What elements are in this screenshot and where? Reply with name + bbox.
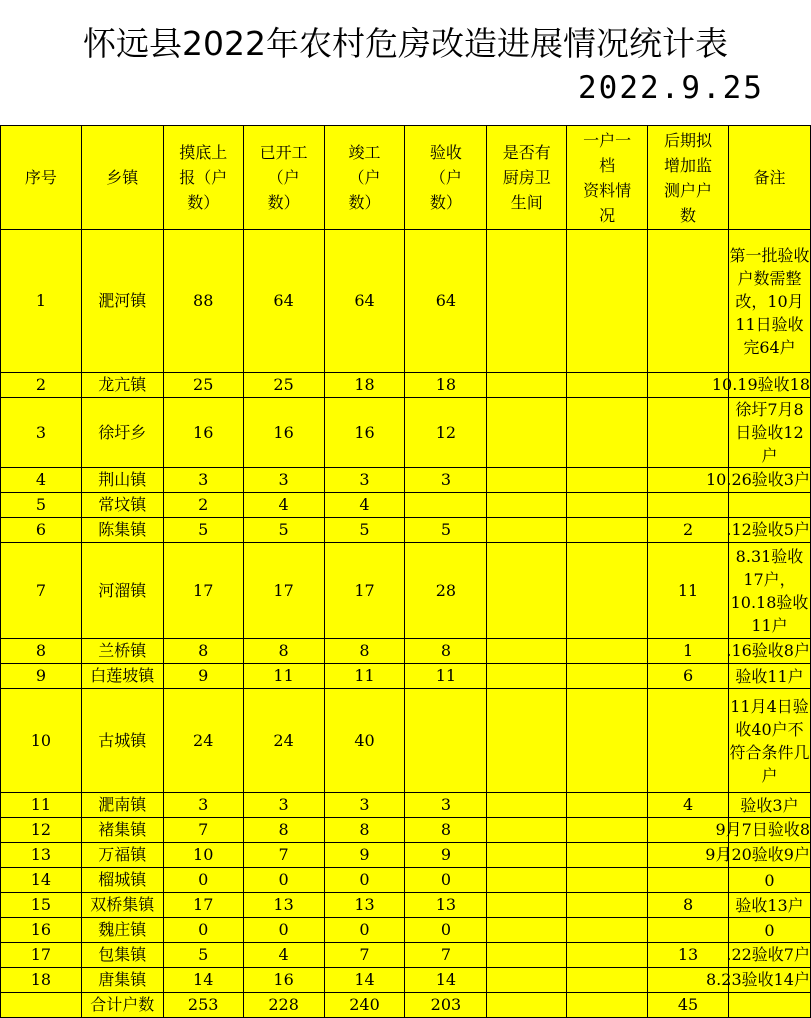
header-started-line: 数） — [267, 193, 300, 212]
cell-accepted: 28 — [405, 543, 487, 639]
cell-archive — [567, 373, 648, 398]
cell-completed: 17 — [324, 543, 405, 639]
cell-accepted: 13 — [405, 893, 487, 918]
cell-completed: 14 — [324, 968, 405, 993]
cell-kitchen — [487, 639, 567, 664]
remark-text: .16验收8户 — [726, 641, 810, 660]
cell-monitor — [648, 493, 729, 518]
cell-reported: 17 — [163, 893, 243, 918]
header-reported — [163, 126, 243, 230]
sheet-title: 怀远县2022年农村危房改造进展情况统计表 — [83, 24, 728, 63]
cell-archive — [567, 818, 648, 843]
table-row — [1, 868, 811, 893]
header-monitor — [648, 126, 729, 230]
cell-reported: 3 — [163, 468, 243, 493]
header-archive-line: 档 — [599, 155, 616, 175]
cell-kitchen — [487, 843, 567, 868]
cell-monitor: 11 — [648, 543, 729, 639]
housing-table — [0, 125, 811, 1018]
cell-archive — [567, 843, 648, 868]
cell-monitor: 6 — [648, 664, 729, 689]
cell-town: 包集镇 — [81, 943, 163, 968]
cell-reported: 25 — [163, 373, 243, 398]
cell-town: 双桥集镇 — [81, 893, 163, 918]
cell-reported: 2 — [163, 493, 243, 518]
cell-remark: 8.31验收17户，10.18验收11户 — [729, 543, 811, 639]
cell-monitor: 2 — [648, 518, 729, 543]
cell-started: 24 — [243, 689, 324, 793]
cell-reported: 7 — [163, 818, 243, 843]
cell-town: 河溜镇 — [81, 543, 163, 639]
cell-kitchen — [487, 543, 567, 639]
cell-archive — [567, 230, 648, 373]
remark-text: 9月20验收9户 — [705, 845, 810, 864]
cell-archive — [567, 664, 648, 689]
cell-accepted: 18 — [405, 373, 487, 398]
cell-remark: 0 — [729, 868, 811, 893]
cell-remark: 验收3户 — [729, 793, 811, 818]
cell-kitchen — [487, 468, 567, 493]
header-started — [243, 126, 324, 230]
cell-archive — [567, 398, 648, 468]
cell-completed: 64 — [324, 230, 405, 373]
cell-started: 5 — [243, 518, 324, 543]
table-row — [1, 893, 811, 918]
header-completed-line: 竣工 — [348, 143, 381, 162]
total-completed: 240 — [324, 993, 405, 1018]
table-row — [1, 543, 811, 639]
cell-seq: 10 — [1, 689, 82, 793]
cell-reported: 14 — [163, 968, 243, 993]
header-completed-line: 数） — [348, 193, 381, 212]
cell-accepted: 3 — [405, 468, 487, 493]
cell-reported: 3 — [163, 793, 243, 818]
cell-kitchen — [487, 664, 567, 689]
cell-town: 荆山镇 — [81, 468, 163, 493]
cell-started: 11 — [243, 664, 324, 689]
cell-started: 7 — [243, 843, 324, 868]
total-accepted: 203 — [405, 993, 487, 1018]
cell-archive — [567, 918, 648, 943]
remark-text: 8.23验收14户 — [706, 970, 810, 989]
cell-remark — [711, 373, 811, 398]
cell-seq: 5 — [1, 493, 82, 518]
header-kitchen-line: 厨房卫 — [502, 168, 551, 187]
header-accepted-line: 数） — [429, 193, 462, 212]
header-monitor-line: 测户户 — [664, 180, 713, 200]
header-archive — [567, 126, 648, 230]
cell-archive — [567, 968, 648, 993]
cell-accepted: 9 — [405, 843, 487, 868]
cell-accepted — [405, 493, 487, 518]
total-reported: 253 — [163, 993, 243, 1018]
cell-accepted: 14 — [405, 968, 487, 993]
cell-completed: 40 — [324, 689, 405, 793]
header-accepted — [405, 126, 487, 230]
cell-completed: 5 — [324, 518, 405, 543]
table-row — [1, 793, 811, 818]
cell-town: 褚集镇 — [81, 818, 163, 843]
cell-kitchen — [487, 518, 567, 543]
cell-remark — [706, 468, 811, 493]
header-reported-line: 报（户 — [179, 168, 228, 187]
cell-remark — [726, 943, 811, 968]
cell-remark — [705, 843, 811, 868]
cell-started: 3 — [243, 468, 324, 493]
cell-kitchen — [487, 918, 567, 943]
cell-started: 25 — [243, 373, 324, 398]
header-monitor-line: 后期拟 — [664, 130, 713, 150]
cell-town: 淝河镇 — [81, 230, 163, 373]
table-row — [1, 639, 811, 664]
cell-remark — [706, 968, 811, 993]
cell-remark: 验收13户 — [729, 893, 811, 918]
cell-monitor: 13 — [648, 943, 729, 968]
header-row — [1, 126, 811, 230]
table-row — [1, 943, 811, 968]
cell-completed: 0 — [324, 868, 405, 893]
cell-completed: 9 — [324, 843, 405, 868]
cell-seq: 16 — [1, 918, 82, 943]
cell-completed: 18 — [324, 373, 405, 398]
cell-seq: 14 — [1, 868, 82, 893]
cell-completed: 7 — [324, 943, 405, 968]
cell-reported: 10 — [163, 843, 243, 868]
cell-town: 淝南镇 — [81, 793, 163, 818]
cell-completed: 13 — [324, 893, 405, 918]
cell-kitchen — [487, 818, 567, 843]
cell-town: 白莲坡镇 — [81, 664, 163, 689]
remark-text: 10.26验收3户 — [706, 470, 810, 489]
cell-remark: 第一批验收户数需整改，10月11日验收完64户 — [729, 230, 811, 373]
cell-seq: 2 — [1, 373, 82, 398]
cell-seq: 8 — [1, 639, 82, 664]
remark-text: .22验收7户 — [726, 945, 810, 964]
cell-reported: 5 — [163, 943, 243, 968]
cell-remark: 0 — [729, 918, 811, 943]
cell-seq: 13 — [1, 843, 82, 868]
cell-kitchen — [487, 968, 567, 993]
cell-seq: 1 — [1, 230, 82, 373]
cell-completed: 3 — [324, 793, 405, 818]
cell-kitchen — [487, 398, 567, 468]
cell-reported: 8 — [163, 639, 243, 664]
cell-remark — [715, 818, 811, 843]
cell-town: 徐圩乡 — [81, 398, 163, 468]
cell-monitor: 8 — [648, 893, 729, 918]
total-monitor: 45 — [648, 993, 729, 1018]
header-archive-line: 况 — [599, 205, 616, 225]
cell-kitchen — [487, 893, 567, 918]
cell-town: 常坟镇 — [81, 493, 163, 518]
header-accepted-line: （户 — [429, 168, 462, 187]
cell-started: 0 — [243, 868, 324, 893]
header-kitchen — [487, 126, 567, 230]
cell-kitchen — [487, 943, 567, 968]
cell-completed: 8 — [324, 639, 405, 664]
cell-reported: 0 — [163, 868, 243, 893]
cell-monitor — [648, 398, 729, 468]
header-town: 乡镇 — [81, 126, 163, 230]
cell-accepted: 8 — [405, 639, 487, 664]
cell-completed: 3 — [324, 468, 405, 493]
cell-started: 17 — [243, 543, 324, 639]
table-row — [1, 398, 811, 468]
cell-started: 8 — [243, 818, 324, 843]
cell-town: 龙亢镇 — [81, 373, 163, 398]
total-started: 228 — [243, 993, 324, 1018]
cell-seq: 12 — [1, 818, 82, 843]
header-reported-line: 数） — [187, 193, 220, 212]
header-monitor-line: 数 — [680, 205, 697, 225]
cell-seq: 11 — [1, 793, 82, 818]
cell-seq: 9 — [1, 664, 82, 689]
cell-seq: 6 — [1, 518, 82, 543]
cell-started: 13 — [243, 893, 324, 918]
table-row — [1, 918, 811, 943]
cell-accepted: 12 — [405, 398, 487, 468]
cell-started: 16 — [243, 968, 324, 993]
cell-reported: 5 — [163, 518, 243, 543]
cell-town: 唐集镇 — [81, 968, 163, 993]
cell-started: 0 — [243, 918, 324, 943]
header-started-line: 已开工 — [259, 143, 308, 162]
cell-completed: 16 — [324, 398, 405, 468]
cell-town: 陈集镇 — [81, 518, 163, 543]
cell-completed: 8 — [324, 818, 405, 843]
cell-completed: 4 — [324, 493, 405, 518]
table-row — [1, 230, 811, 373]
cell-kitchen — [487, 793, 567, 818]
cell-kitchen — [487, 493, 567, 518]
cell-seq: 17 — [1, 943, 82, 968]
header-seq: 序号 — [1, 126, 82, 230]
cell-monitor — [648, 689, 729, 793]
cell-archive — [567, 689, 648, 793]
total-row — [1, 993, 811, 1018]
cell-started: 8 — [243, 639, 324, 664]
cell-archive — [567, 639, 648, 664]
cell-monitor — [648, 230, 729, 373]
cell-seq: 15 — [1, 893, 82, 918]
cell-reported: 88 — [163, 230, 243, 373]
cell-archive — [567, 493, 648, 518]
cell-accepted: 0 — [405, 868, 487, 893]
total-label: 合计户数 — [81, 993, 163, 1018]
table-row — [1, 518, 811, 543]
cell-seq: 7 — [1, 543, 82, 639]
cell-accepted: 5 — [405, 518, 487, 543]
table-row — [1, 689, 811, 793]
report-date: 2022.9.25 — [578, 70, 764, 106]
cell-accepted: 0 — [405, 918, 487, 943]
cell-archive — [567, 518, 648, 543]
total-empty-cell — [729, 993, 811, 1018]
cell-kitchen — [487, 230, 567, 373]
cell-completed: 11 — [324, 664, 405, 689]
cell-kitchen — [487, 868, 567, 893]
cell-started: 3 — [243, 793, 324, 818]
cell-seq: 18 — [1, 968, 82, 993]
remark-text: .12验收5户 — [726, 520, 810, 539]
remark-text: 10.19验收18 — [711, 375, 810, 394]
cell-monitor — [648, 868, 729, 893]
cell-town: 古城镇 — [81, 689, 163, 793]
table-row — [1, 373, 811, 398]
cell-started: 4 — [243, 493, 324, 518]
cell-seq: 4 — [1, 468, 82, 493]
cell-town: 魏庄镇 — [81, 918, 163, 943]
cell-accepted: 3 — [405, 793, 487, 818]
cell-seq: 3 — [1, 398, 82, 468]
cell-archive — [567, 868, 648, 893]
header-started-line: （户 — [267, 168, 300, 187]
cell-kitchen — [487, 373, 567, 398]
cell-monitor — [648, 918, 729, 943]
cell-town: 兰桥镇 — [81, 639, 163, 664]
cell-reported: 0 — [163, 918, 243, 943]
cell-reported: 17 — [163, 543, 243, 639]
cell-started: 64 — [243, 230, 324, 373]
cell-accepted: 8 — [405, 818, 487, 843]
remark-text: 9月7日验收8 — [715, 820, 810, 839]
cell-town: 万福镇 — [81, 843, 163, 868]
header-accepted-line: 验收 — [429, 143, 462, 162]
table-row — [1, 664, 811, 689]
cell-remark — [729, 493, 811, 518]
cell-town: 榴城镇 — [81, 868, 163, 893]
cell-monitor: 1 — [648, 639, 729, 664]
cell-accepted: 64 — [405, 230, 487, 373]
cell-completed: 0 — [324, 918, 405, 943]
cell-archive — [567, 793, 648, 818]
cell-accepted — [405, 689, 487, 793]
header-reported-line: 摸底上 — [179, 143, 228, 162]
table-row — [1, 493, 811, 518]
total-empty-cell — [567, 993, 648, 1018]
header-archive-line: 一户一 — [583, 130, 632, 150]
header-remark: 备注 — [729, 126, 811, 230]
header-kitchen-line: 是否有 — [502, 143, 551, 162]
table-row — [1, 843, 811, 868]
cell-archive — [567, 943, 648, 968]
header-completed — [324, 126, 405, 230]
cell-remark: 徐圩7月8日验收12户 — [729, 398, 811, 468]
cell-archive — [567, 468, 648, 493]
total-empty-cell — [487, 993, 567, 1018]
cell-reported: 24 — [163, 689, 243, 793]
table-row — [1, 968, 811, 993]
cell-kitchen — [487, 689, 567, 793]
cell-started: 16 — [243, 398, 324, 468]
cell-remark: 11月4日验收40户不符合条件几户 — [729, 689, 811, 793]
cell-reported: 9 — [163, 664, 243, 689]
cell-archive — [567, 543, 648, 639]
cell-accepted: 11 — [405, 664, 487, 689]
header-archive-line: 资料情 — [583, 180, 632, 200]
total-empty-cell — [1, 993, 82, 1018]
header-completed-line: （户 — [348, 168, 381, 187]
cell-remark: 验收11户 — [729, 664, 811, 689]
cell-remark — [726, 639, 811, 664]
cell-remark — [726, 518, 811, 543]
cell-monitor: 4 — [648, 793, 729, 818]
header-kitchen-line: 生间 — [510, 193, 543, 212]
header-monitor-line: 增加监 — [664, 155, 713, 175]
cell-archive — [567, 893, 648, 918]
table-row — [1, 818, 811, 843]
cell-accepted: 7 — [405, 943, 487, 968]
cell-reported: 16 — [163, 398, 243, 468]
table-row — [1, 468, 811, 493]
cell-started: 4 — [243, 943, 324, 968]
